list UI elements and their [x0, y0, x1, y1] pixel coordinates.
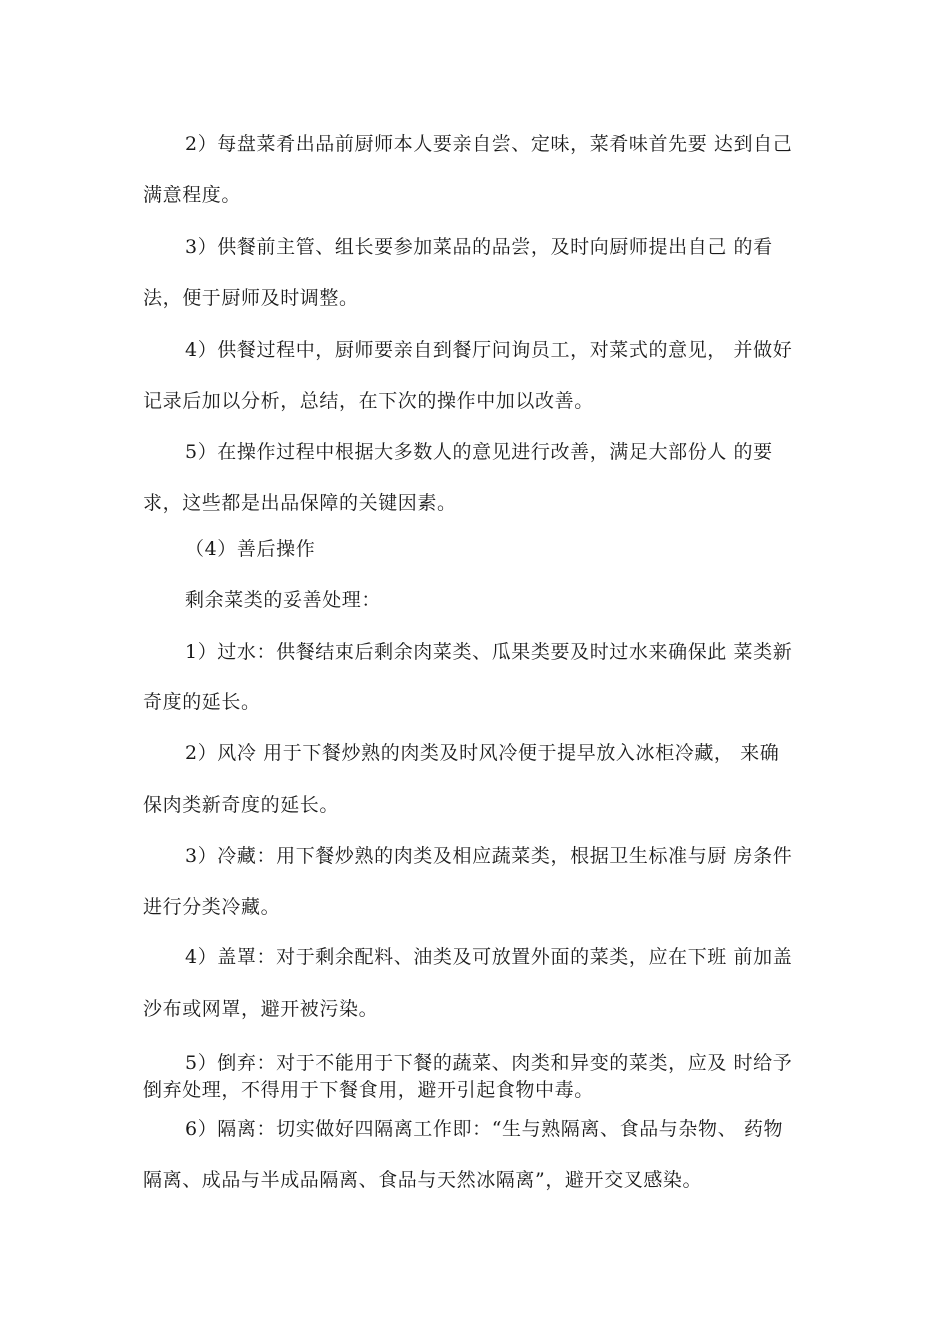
paragraph-line-4: 法，便于厨师及时调整。 [143, 287, 359, 309]
paragraph-line-10: 剩余菜类的妥善处理： [185, 589, 382, 611]
paragraph-line-6: 记录后加以分析，总结，在下次的操作中加以改善。 [143, 390, 594, 412]
paragraph-line-12: 奇度的延长。 [143, 691, 261, 713]
paragraph-line-15: 3）冷藏：用下餐炒熟的肉类及相应蔬菜类，根据卫生标准与厨 房条件 [185, 845, 793, 867]
paragraph-line-21: 6）隔离：切实做好四隔离工作即：“生与熟隔离、食品与杂物、 药物 [185, 1118, 784, 1140]
paragraph-line-11: 1）过水：供餐结束后剩余肉菜类、瓜果类要及时过水来确保此 菜类新 [185, 641, 793, 663]
paragraph-line-5: 4）供餐过程中，厨师要亲自到餐厅问询员工，对菜式的意见， 并做好 [185, 339, 793, 361]
section-heading: （4）善后操作 [185, 538, 316, 560]
paragraph-line-7: 5）在操作过程中根据大多数人的意见进行改善，满足大部份人 的要 [185, 441, 773, 463]
paragraph-line-13: 2）风冷 用于下餐炒熟的肉类及时风冷便于提早放入冰柜冷藏， 来确 [185, 742, 780, 764]
paragraph-line-14: 保肉类新奇度的延长。 [143, 794, 340, 816]
paragraph-line-2: 满意程度。 [143, 184, 242, 206]
paragraph-line-19: 5）倒弃：对于不能用于下餐的蔬菜、肉类和异变的菜类，应及 时给予 [185, 1052, 793, 1074]
paragraph-line-1: 2）每盘菜肴出品前厨师本人要亲自尝、定味，菜肴味首先要 达到自己 [185, 133, 793, 155]
paragraph-line-20: 倒弃处理，不得用于下餐食用，避开引起食物中毒。 [143, 1079, 594, 1101]
paragraph-line-17: 4）盖罩：对于剩余配料、油类及可放置外面的菜类，应在下班 前加盖 [185, 946, 793, 968]
paragraph-line-16: 进行分类冷藏。 [143, 896, 281, 918]
paragraph-line-22: 隔离、成品与半成品隔离、食品与天然冰隔离”，避开交叉感染。 [143, 1169, 703, 1191]
paragraph-line-3: 3）供餐前主管、组长要参加菜品的品尝，及时向厨师提出自己 的看 [185, 236, 773, 258]
paragraph-line-8: 求，这些都是出品保障的关键因素。 [143, 492, 457, 514]
paragraph-line-18: 沙布或网罩，避开被污染。 [143, 998, 379, 1020]
